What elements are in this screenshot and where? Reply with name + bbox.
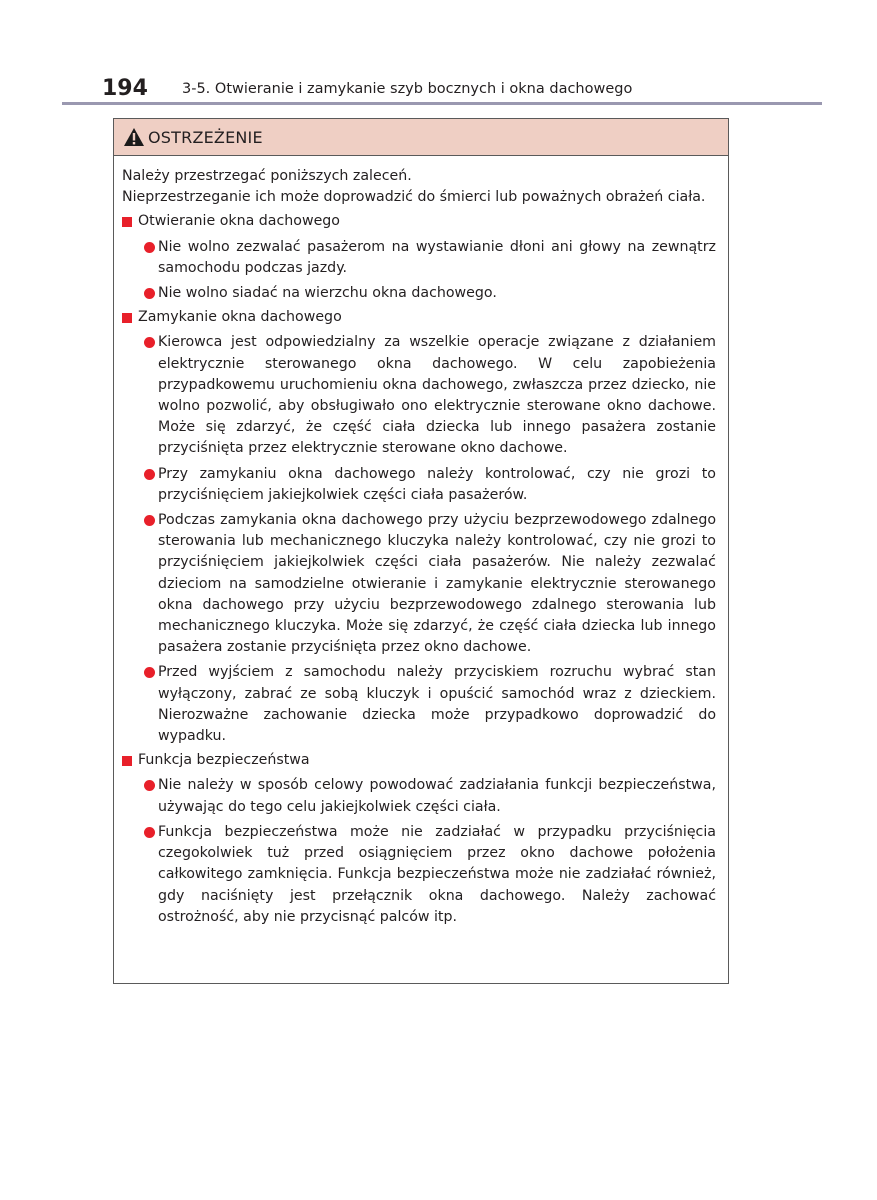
list-item-text: Podczas zamykania okna dachowego przy użyciu bezprzewodowego zdalnego sterowania lub mechanicznego kluczyka należy kontrolować, czy nie grozi to przyciśnięciem jakiejkolwiek części ciała pasażerów. Nie należy zezwalać dzieciom na samodzielne otwieranie i zamykanie elektrycznie sterowanego okna dachowego przy użyciu bezprzewodowego zdalnego sterowania lub mechanicznego kluczyka. Może się zdarzyć, że część ciała dziecka lub innego pasażera zostanie przyciśnięta przez okno dachowe. [158, 512, 716, 656]
list-item [122, 464, 716, 506]
warning-box [113, 118, 729, 984]
list-item-text: Przed wyjściem z samochodu należy przyciskiem rozruchu wybrać stan wyłączony, zabrać ze sobą kluczyk i opuścić samochód wraz z dzieckiem. Nierozważne zachowanie dziecka może przypadkowo doprowadzić do wypadku. [158, 664, 716, 745]
list-item [122, 775, 716, 817]
list-item [122, 332, 716, 459]
red-dot-bullet-icon [144, 288, 155, 299]
group-opening [122, 211, 716, 304]
warning-header [114, 119, 728, 156]
red-square-bullet-icon [122, 313, 132, 323]
group-title [122, 211, 716, 232]
list-item-text: Nie należy w sposób celowy powodować zadziałania funkcji bezpieczeństwa, używając do tego celu jakiejkolwiek części ciała. [158, 777, 716, 815]
group-title-text: Otwieranie okna dachowego [138, 213, 340, 230]
red-dot-bullet-icon [144, 827, 155, 838]
list-item-text: Nie wolno siadać na wierzchu okna dachowego. [158, 285, 497, 302]
list-item [122, 662, 716, 747]
red-dot-bullet-icon [144, 242, 155, 253]
group-safety-function [122, 750, 716, 928]
group-title [122, 750, 716, 771]
red-dot-bullet-icon [144, 469, 155, 480]
group-title-text: Zamykanie okna dachowego [138, 309, 342, 326]
list-item [122, 237, 716, 279]
intro-line: Należy przestrzegać poniższych zaleceń. [122, 168, 412, 184]
list-item-text: Przy zamykaniu okna dachowego należy kontrolować, czy nie grozi to przyciśnięciem jakiejkolwiek części ciała pasażerów. [158, 465, 716, 503]
red-dot-bullet-icon [144, 667, 155, 678]
group-closing [122, 307, 716, 747]
section-title: 3-5. Otwieranie i zamykanie szyb bocznych i okna dachowego [182, 81, 633, 97]
page-number: 194 [102, 76, 148, 101]
list-item [122, 822, 716, 928]
red-dot-bullet-icon [144, 337, 155, 348]
list-item-text: Kierowca jest odpowiedzialny za wszelkie operacje związane z działaniem elektrycznie sterowanego okna dachowego. W celu zapobieżenia przypadkowemu uruchomieniu okna dachowego, zwłaszcza przez dziecko, nie wolno pozwolić, aby obsługiwało ono elektrycznie sterowane okno dachowe. Może się zdarzyć, że część ciała dziecka lub innego pasażera zostanie przyciśnięta przez elektrycznie sterowane okno dachowe. [158, 334, 716, 457]
page-header [62, 72, 822, 106]
group-title-text: Funkcja bezpieczeństwa [138, 752, 310, 769]
red-dot-bullet-icon [144, 515, 155, 526]
red-dot-bullet-icon [144, 780, 155, 791]
warning-title: OSTRZEŻENIE [148, 127, 263, 147]
warning-intro [122, 166, 716, 208]
list-item-text: Funkcja bezpieczeństwa może nie zadziałać w przypadku przyciśnięcia czegokolwiek tuż przed osiągnięciem przez okno dachowe położenia całkowitego zamknięcia. Funkcja bezpieczeństwa może nie zadziałać również, gdy naciśnięty jest przełącznik okna dachowego. Należy zachować ostrożność, aby nie przycisnąć palców itp. [158, 823, 716, 925]
list-item-text: Nie wolno zezwalać pasażerom na wystawianie dłoni ani głowy na zewnątrz samochodu podczas jazdy. [158, 238, 716, 276]
red-square-bullet-icon [122, 217, 132, 227]
group-title [122, 307, 716, 328]
red-square-bullet-icon [122, 756, 132, 766]
header-rule [62, 102, 822, 105]
warning-body [114, 156, 728, 928]
list-item [122, 283, 716, 304]
warning-triangle-icon [124, 128, 144, 146]
intro-line: Nieprzestrzeganie ich może doprowadzić do śmierci lub poważnych obrażeń ciała. [122, 189, 706, 206]
list-item [122, 510, 716, 658]
